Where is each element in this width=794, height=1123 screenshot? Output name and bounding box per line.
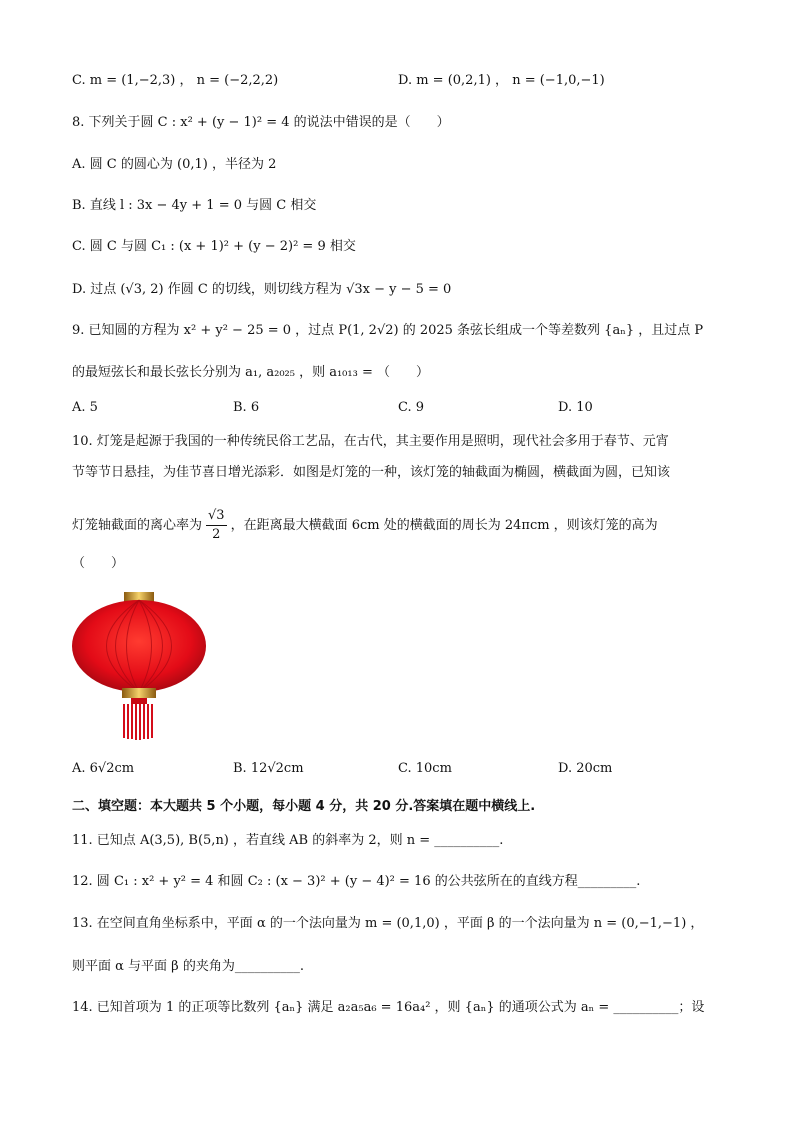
fraction-denominator: 2: [212, 527, 221, 542]
q14-text: 14. 已知首项为 1 的正项等比数列 {aₙ} 满足 a₂a₅a₆ = 16a₄² ，则 {aₙ} 的通项公式为 aₙ = __________；设: [72, 1000, 705, 1015]
q10-option-a: A. 6√2cm: [72, 761, 135, 776]
q8-option-c: C. 圆 C 与圆 C₁ : (x + 1)² + (y − 2)² = 9 相交: [72, 239, 356, 254]
q12-text: 12. 圆 C₁ : x² + y² = 4 和圆 C₂ : (x − 3)² + (y − 4)² = 16 的公共弦所在的直线方程_________.: [72, 874, 641, 889]
q10-line-2: 节等节日悬挂，为佳节喜日增光添彩．如图是灯笼的一种，该灯笼的轴截面为椭圆，横截面为圆，已知该: [72, 465, 671, 480]
q9-option-b: B. 6: [233, 400, 260, 415]
q10-option-d: D. 20cm: [558, 761, 613, 776]
q10-line-4: （ ）: [72, 556, 125, 571]
q10-line-3-prefix: 灯笼轴截面的离心率为: [72, 517, 203, 533]
q13-line-2: 则平面 α 与平面 β 的夹角为__________.: [72, 959, 304, 974]
q9-line-2: 的最短弦长和最长弦长分别为 a₁, a₂₀₂₅ ，则 a₁₀₁₃ = （ ）: [72, 365, 429, 380]
q13-line-1: 13. 在空间直角坐标系中，平面 α 的一个法向量为 m = (0,1,0) ，平面 β 的一个法向量为 n = (0,−1,−1) ，: [72, 916, 704, 931]
q8-stem: 8. 下列关于圆 C : x² + (y − 1)² = 4 的说法中错误的是（ ）: [72, 115, 450, 130]
lantern-body: [72, 600, 206, 692]
red-lantern-image: [72, 592, 212, 742]
lantern-tassel: [124, 704, 152, 740]
q7-option-d: D. m = (0,2,1) ， n = (−1,0,−1): [398, 73, 605, 88]
q9-option-d: D. 10: [558, 400, 593, 415]
q10-option-c: C. 10cm: [398, 761, 452, 776]
fraction-numerator: √3: [206, 507, 227, 526]
q10-line-1: 10. 灯笼是起源于我国的一种传统民俗工艺品，在古代，其主要作用是照明，现代社会多用于春节、元宵: [72, 434, 669, 449]
q8-option-a: A. 圆 C 的圆心为 (0,1) ，半径为 2: [72, 157, 277, 172]
q7-option-c: C. m = (1,−2,3) ， n = (−2,2,2): [72, 73, 279, 88]
q9-line-1: 9. 已知圆的方程为 x² + y² − 25 = 0 ，过点 P(1, 2√2) 的 2025 条弦长组成一个等差数列 {aₙ} ，且过点 P: [72, 323, 704, 338]
q8-option-b: B. 直线 l : 3x − 4y + 1 = 0 与圆 C 相交: [72, 198, 317, 213]
q10-line-3-suffix: ，在距离最大横截面 6cm 处的横截面的周长为 24πcm ，则该灯笼的高为: [230, 517, 658, 533]
q10-option-b: B. 12√2cm: [233, 761, 304, 776]
eccentricity-fraction: [206, 507, 227, 544]
q8-option-d: D. 过点 (√3, 2) 作圆 C 的切线，则切线方程为 √3x − y − 5 = 0: [72, 282, 452, 297]
q9-option-a: A. 5: [72, 400, 98, 415]
tassel-knot: [131, 698, 147, 704]
q10-line-3: [72, 507, 734, 544]
section-heading: 二、填空题：本大题共 5 个小题，每小题 4 分，共 20 分.答案填在题中横线上.: [72, 799, 536, 814]
q9-option-c: C. 9: [398, 400, 425, 415]
lantern-bottom-cap: [122, 688, 156, 698]
q11-text: 11. 已知点 A(3,5), B(5,n) ，若直线 AB 的斜率为 2，则 n = __________.: [72, 833, 504, 848]
